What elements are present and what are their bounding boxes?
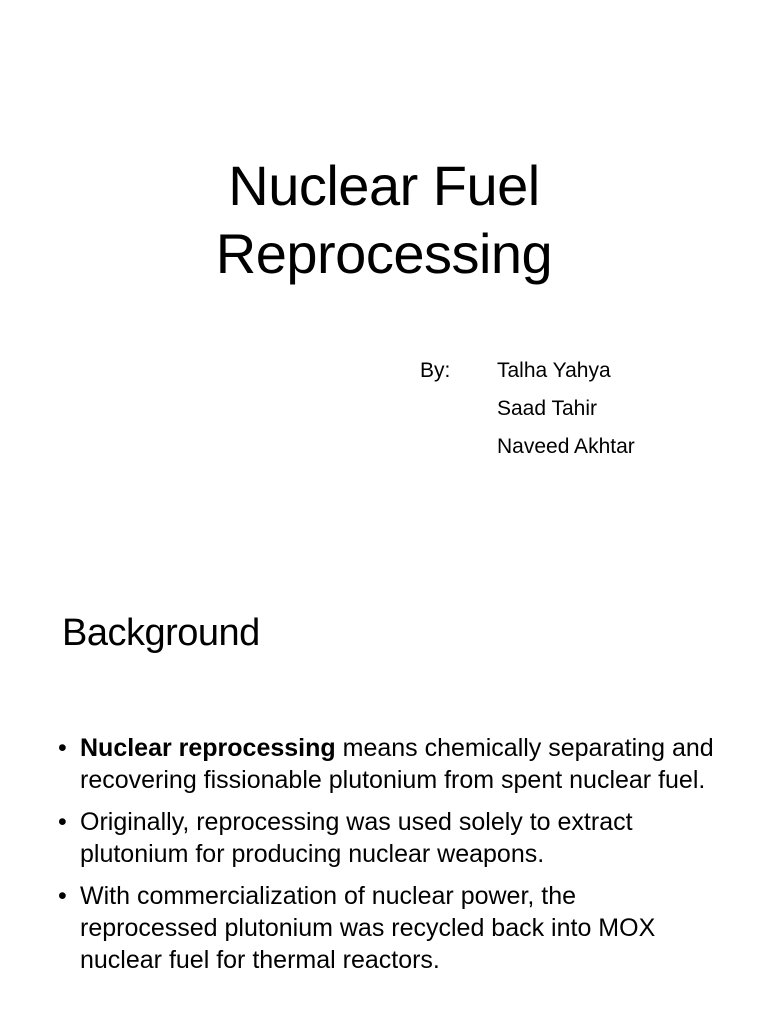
bullet-text: means chemically separating and recovering fissionable plutonium from spent nuclear fuel. [80,734,714,794]
bullet-item [58,880,718,976]
section-heading: Background [62,612,260,654]
bullet-item [58,806,718,870]
bullet-list [58,732,718,986]
bullet-text: With commercialization of nuclear power, the reprocessed plutonium was recycled back into MOX nuclear fuel for thermal reactors. [80,882,656,974]
presentation-title [0,152,768,288]
by-label: By: [420,359,451,382]
bullet-icon: • [58,882,67,910]
author-name: Saad Tahir [497,397,598,420]
bullet-icon: • [58,734,67,762]
bullet-icon: • [58,808,67,836]
bullet-item [58,732,718,796]
title-line-2: Reprocessing [215,222,553,285]
author-list [497,352,635,466]
bullet-bold-term: Nuclear reprocessing [80,734,336,762]
background-slide [0,576,768,1024]
author-name: Naveed Akhtar [497,435,635,458]
author-name: Talha Yahya [497,359,611,382]
bullet-text: Originally, reprocessing was used solely to extract plutonium for producing nuclear weapons. [80,808,633,868]
title-line-1: Nuclear Fuel [228,154,540,217]
